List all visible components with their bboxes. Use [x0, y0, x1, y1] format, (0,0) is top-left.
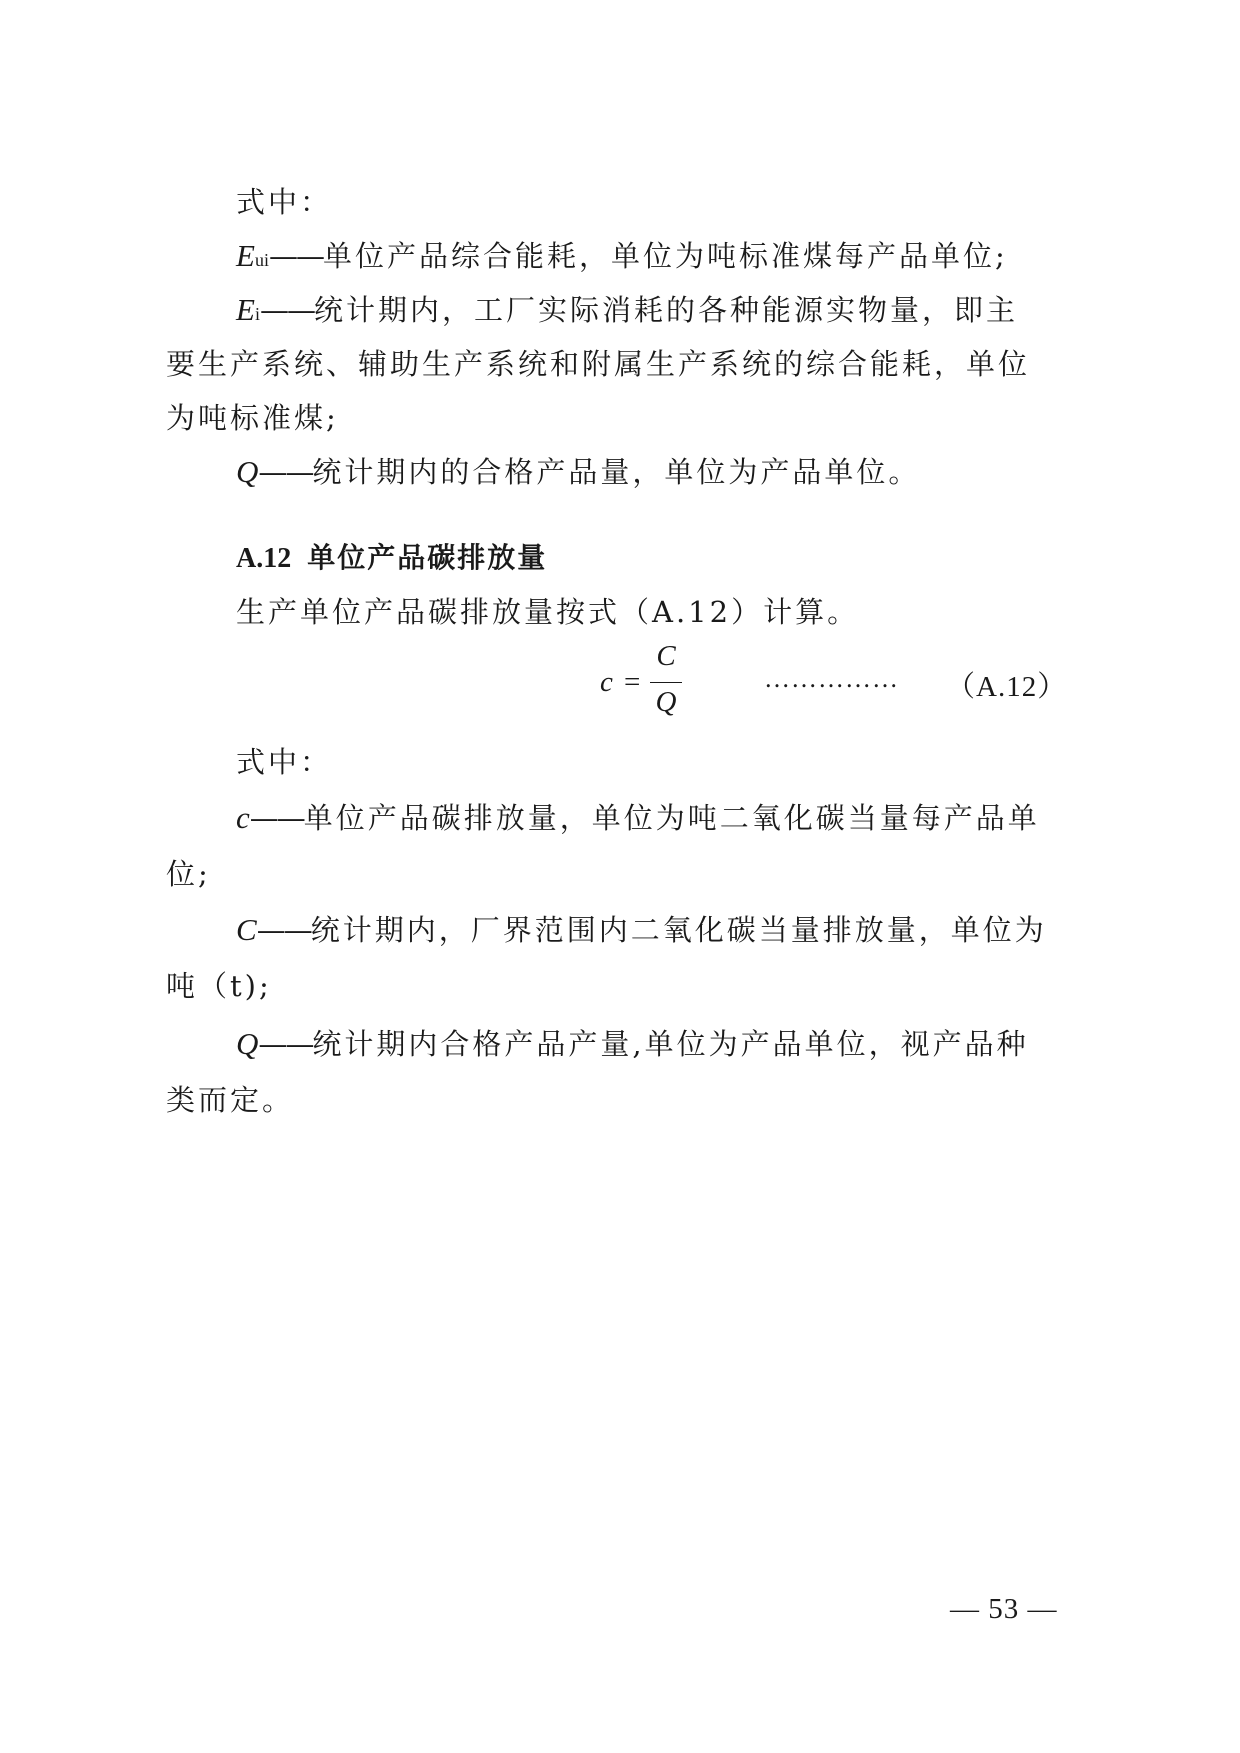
em-dash: ——: [258, 1027, 313, 1061]
fraction-bar: [650, 682, 682, 683]
definition-text: 统计期内，厂界范围内二氧化碳当量排放量，单位为: [310, 913, 1047, 947]
page-number: — 53 —: [950, 1593, 1058, 1625]
definition-cc: [236, 912, 1047, 948]
definition-q2: [236, 1026, 1029, 1062]
definition-cc-cont: 吨（t);: [166, 969, 272, 1003]
section-heading: [236, 540, 547, 577]
definition-q2-cont: 类而定。: [166, 1083, 295, 1117]
equation-number: （A.12）: [946, 671, 1068, 703]
where-label-2: 式中：: [236, 745, 333, 779]
definition-eui: [236, 238, 1008, 278]
variable-q: Q: [236, 1026, 259, 1061]
definition-text: 统计期内的合格产品量，单位为产品单位。: [312, 455, 921, 489]
variable-cc: C: [236, 912, 257, 947]
definition-text: 统计期内合格产品产量,单位为产品单位，视产品种: [312, 1027, 1029, 1061]
em-dash: ——: [256, 913, 311, 947]
dot-leader: ……………: [764, 664, 899, 693]
variable-ei: E: [236, 292, 255, 327]
variable-q: Q: [236, 454, 259, 489]
em-dash: ——: [258, 455, 313, 489]
where-label-1: 式中：: [236, 185, 333, 219]
section-title: 单位产品碳排放量: [307, 541, 548, 574]
em-dash: ——: [268, 239, 323, 273]
formula-numerator: C: [656, 640, 676, 672]
variable-c: c: [236, 800, 250, 835]
definition-ei: [236, 292, 1018, 332]
definition-q: [236, 454, 920, 490]
definition-text: 统计期内，工厂实际消耗的各种能源实物量，即主: [313, 293, 1018, 327]
formula-denominator: Q: [655, 686, 677, 718]
variable-eui: E: [236, 238, 255, 273]
definition-c: [236, 800, 1040, 836]
formula-a12: [600, 640, 690, 724]
definition-text: 单位产品综合能耗，单位为吨标准煤每产品单位;: [322, 239, 1008, 273]
em-dash: ——: [259, 293, 314, 327]
calc-intro: 生产单位产品碳排放量按式（A.12）计算。: [236, 595, 860, 629]
subscript-ui: ui: [254, 250, 269, 270]
definition-ei-cont-2: 为吨标准煤;: [166, 401, 339, 435]
definition-ei-cont-1: 要生产系统、辅助生产系统和附属生产系统的综合能耗，单位: [166, 347, 1031, 381]
subscript-i: i: [254, 304, 260, 324]
definition-text: 单位产品碳排放量，单位为吨二氧化碳当量每产品单: [303, 801, 1040, 835]
em-dash: ——: [249, 801, 304, 835]
formula-lhs: c: [600, 666, 613, 698]
section-number: A.12: [236, 543, 292, 574]
definition-c-cont: 位;: [166, 857, 211, 891]
formula-equals: =: [624, 666, 641, 698]
